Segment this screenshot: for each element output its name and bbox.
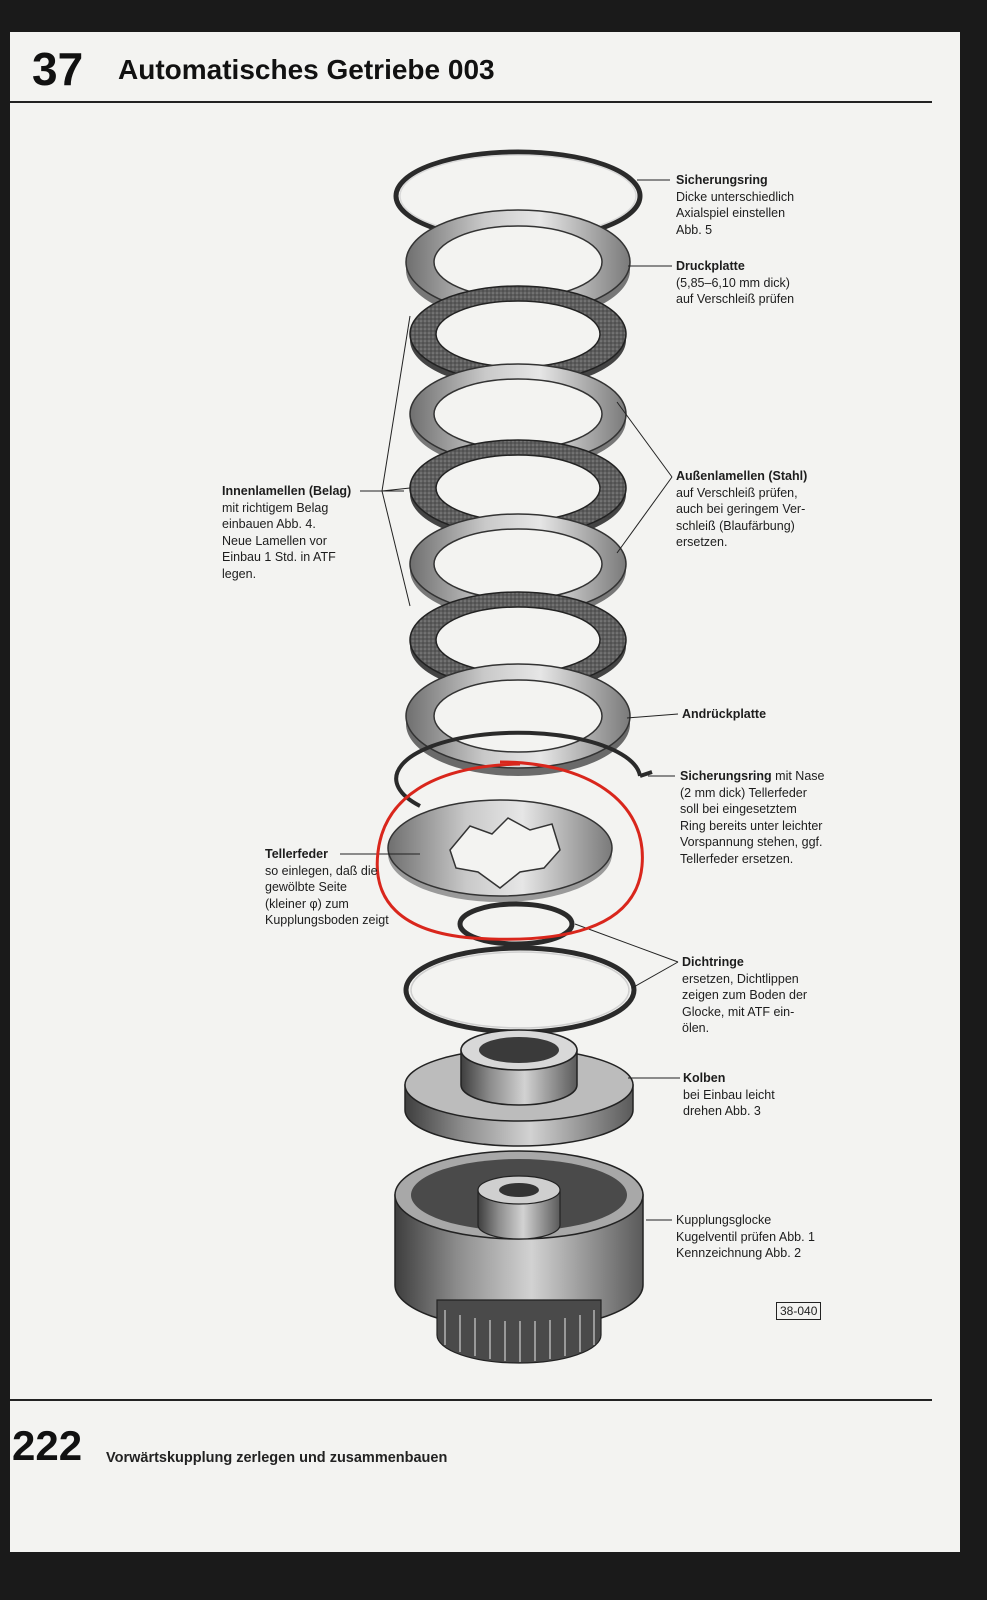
tellerfeder-part <box>388 800 612 902</box>
label-aussenlamellen: Außenlamellen (Stahl) auf Verschleiß prüfen, auch bei geringem Ver- schleiß (Blaufärbung) ersetzen. <box>676 469 808 549</box>
page-number: 222 <box>12 1422 83 1469</box>
footer-title: Vorwärtskupplung zerlegen und zusammenbauen <box>106 1450 448 1466</box>
figure-reference: 38-040 <box>776 1302 821 1320</box>
page-title: Automatisches Getriebe 003 <box>118 54 495 85</box>
label-kupplungsglocke: Kupplungsglocke Kugelventil prüfen Abb. 1 Kennzeichnung Abb. 2 <box>676 1213 815 1260</box>
kolben-part <box>405 1030 633 1146</box>
label-andrueckplatte: Andrückplatte <box>682 707 767 721</box>
dichtring-large <box>406 948 634 1032</box>
andrueckplatte-part <box>406 664 630 776</box>
label-sicherungsring-nase: Sicherungsring mit Nase (2 mm dick) Tellerfeder soll bei eingesetztem Ring bereits unter leichter Vorspannung stehen, ggf. Tellerfeder ersetzen. <box>680 769 825 866</box>
label-sicherungsring: Sicherungsring Dicke unterschiedlich Axialspiel einstellen Abb. 5 <box>676 173 795 237</box>
label-kolben: Kolben bei Einbau leicht drehen Abb. 3 <box>683 1071 775 1118</box>
label-innenlamellen: Innenlamellen (Belag) mit richtigem Belag einbauen Abb. 4. Neue Lamellen vor Einbau 1 Std. in ATF legen. <box>222 484 352 581</box>
label-dichtringe: Dichtringe ersetzen, Dichtlippen zeigen zum Boden der Glocke, mit ATF ein- ölen. <box>682 955 808 1035</box>
kupplungsglocke-part <box>395 1151 643 1363</box>
label-tellerfeder: Tellerfeder so einlegen, daß die gewölbte Seite (kleiner φ) zum Kupplungsboden zeigt <box>265 847 389 927</box>
chapter-number: 37 <box>32 43 84 95</box>
label-druckplatte: Druckplatte (5,85–6,10 mm dick) auf Verschleiß prüfen <box>676 259 795 306</box>
